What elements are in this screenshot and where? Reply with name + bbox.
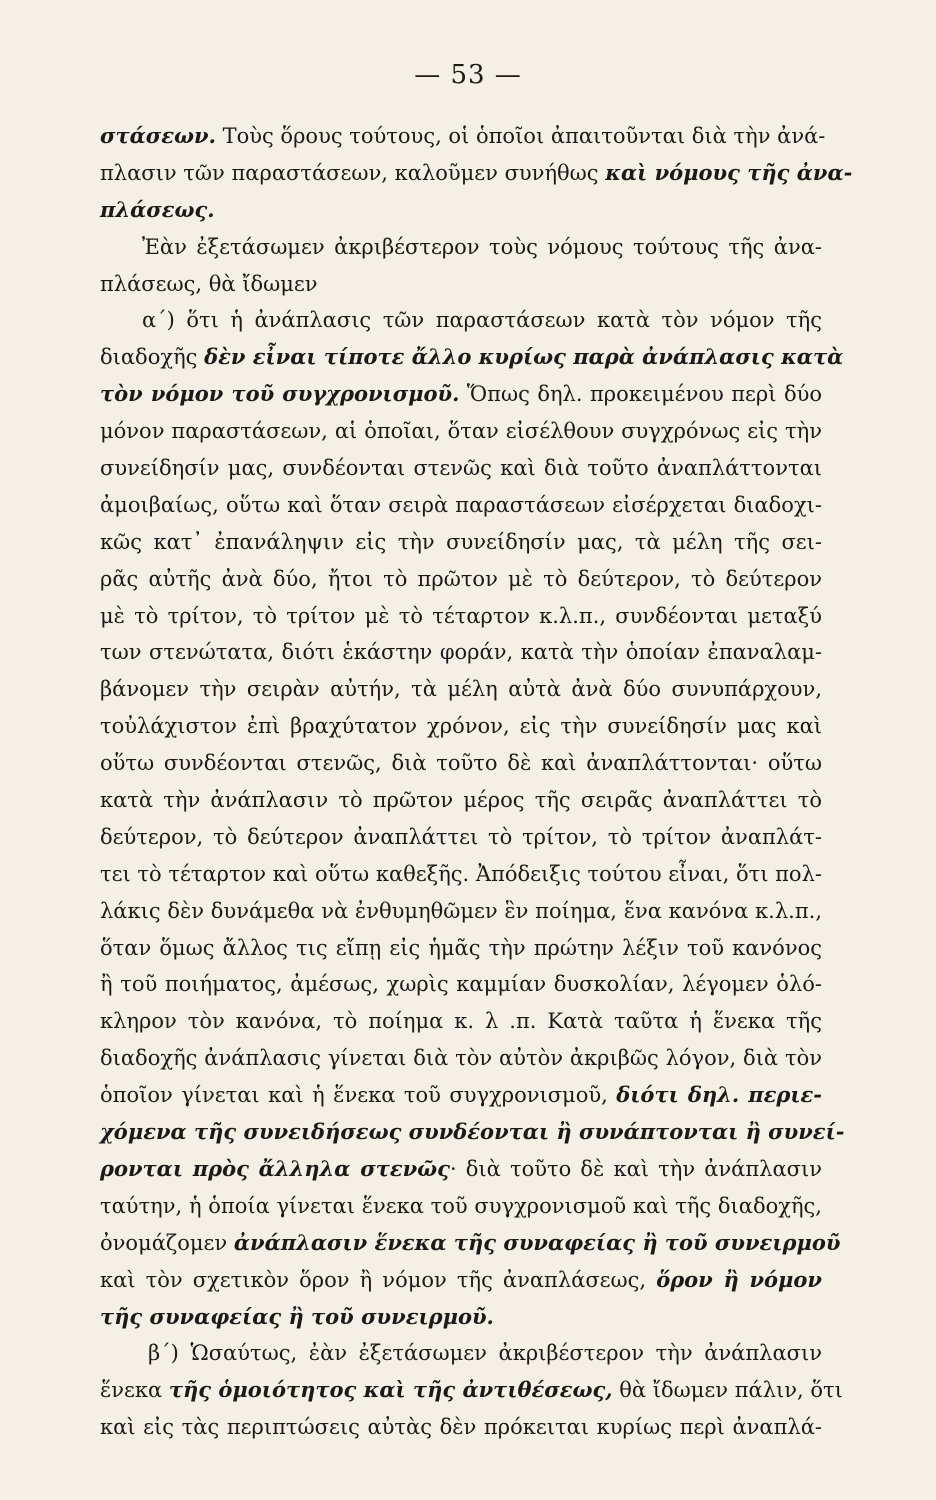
text-line bbox=[100, 1262, 822, 1299]
text-line bbox=[100, 524, 822, 561]
text-line bbox=[100, 487, 822, 524]
text-run: ρᾶς αὐτῆς ἀνὰ δύο, ἤτοι τὸ πρῶτον μὲ τὸ δεύτερον, τὸ δεύτερον bbox=[100, 566, 822, 591]
emphasized-text: τῆς ὁμοιότητος καὶ τῆς ἀντιθέσεως, bbox=[168, 1377, 613, 1403]
text-run: διαδοχῆς bbox=[100, 345, 205, 370]
text-run: καὶ τὸν σχετικὸν ὅρον ἢ νόμον τῆς ἀναπλάσεως, bbox=[100, 1267, 657, 1292]
body-text bbox=[100, 118, 853, 1446]
text-line bbox=[100, 1225, 841, 1262]
text-run: των στενώτατα, διότι ἑκάστην φοράν, κατὰ τὴν ὁποίαν ἐπαναλαμ- bbox=[100, 640, 822, 665]
text-line bbox=[100, 893, 822, 930]
text-line bbox=[100, 1077, 822, 1114]
text-run: ταύτην, ἡ ὁποία γίνεται ἕνεκα τοῦ συγχρονισμοῦ καὶ τῆς διαδοχῆς, bbox=[100, 1193, 822, 1218]
text-line bbox=[100, 561, 822, 598]
emphasized-text: ἀνάπλασιν ἕνεκα τῆς συναφείας ἢ τοῦ συνειρμοῦ bbox=[233, 1229, 841, 1255]
text-line bbox=[100, 930, 822, 967]
text-line bbox=[100, 782, 822, 819]
text-run: οὕτω συνδέονται στενῶς, διὰ τοῦτο δὲ καὶ ἀναπλάττονται· οὕτω bbox=[100, 751, 822, 776]
emphasized-text: διότι δηλ. περιε- bbox=[616, 1082, 822, 1108]
text-run: κατὰ τὴν ἀνάπλασιν τὸ πρῶτον μέρος τῆς σειρᾶς ἀναπλάττει τὸ bbox=[100, 788, 822, 813]
emphasized-text: ρονται πρὸς ἄλληλα στενῶς bbox=[100, 1155, 450, 1181]
text-run: β΄) Ὡσαύτως, ἐὰν ἐξετάσωμεν ἀκριβέστερον τὴν ἀνάπλασιν bbox=[148, 1341, 822, 1366]
text-run: δεύτερον, τὸ δεύτερον ἀναπλάττει τὸ τρίτον, τὸ τρίτον ἀναπλάτ- bbox=[100, 824, 822, 849]
emphasized-text: τῆς συναφείας ἢ τοῦ συνειρμοῦ. bbox=[100, 1303, 494, 1329]
text-run: Ὅπως δηλ. προκειμένου περὶ δύο bbox=[459, 382, 822, 407]
text-run: ὅταν ὅμως ἄλλος τις εἴπῃ εἰς ἡμᾶς τὴν πρώτην λέξιν τοῦ κανόνος bbox=[100, 935, 822, 960]
text-line bbox=[100, 376, 822, 413]
text-run: ἢ τοῦ ποιήματος, ἀμέσως, χωρὶς καμμίαν δυσκολίαν, λέγομεν ὁλό- bbox=[100, 972, 822, 997]
text-line bbox=[100, 192, 822, 229]
text-run: λάκις δὲν δυνάμεθα νὰ ἐνθυμηθῶμεν ἓν ποίημα, ἕνα κανόνα κ.λ.π., bbox=[100, 898, 822, 923]
text-line bbox=[100, 1114, 845, 1151]
emphasized-text: πλάσεως. bbox=[100, 196, 215, 222]
text-run: Ἐὰν ἐξετάσωμεν ἀκριβέστερον τοὺς νόμους τούτους τῆς ἀνα- bbox=[142, 234, 822, 259]
emphasized-text: καὶ νόμους τῆς ἀνα- bbox=[605, 159, 853, 185]
page-number: — 53 — bbox=[414, 60, 522, 90]
text-run: μόνον παραστάσεων, αἱ ὁποῖαι, ὅταν εἰσέλθουν συγχρόνως εἰς τὴν bbox=[100, 419, 822, 444]
text-line bbox=[100, 1409, 822, 1446]
text-line bbox=[100, 1335, 822, 1372]
text-line bbox=[100, 413, 822, 450]
text-run: καὶ εἰς τὰς περιπτώσεις αὐτὰς δὲν πρόκειται κυρίως περὶ ἀναπλά- bbox=[100, 1415, 822, 1440]
text-run: Τοὺς ὅρους τούτους, οἱ ὁποῖοι ἀπαιτοῦνται διὰ τὴν ἀνά- bbox=[215, 124, 826, 148]
text-line bbox=[100, 671, 822, 708]
text-run: ὀνομάζομεν bbox=[100, 1230, 234, 1255]
text-line bbox=[100, 229, 822, 266]
emphasized-text: στάσεων. bbox=[100, 123, 216, 148]
text-line bbox=[100, 339, 844, 376]
text-run: ἕνεκα bbox=[100, 1378, 169, 1403]
text-line bbox=[100, 634, 822, 671]
text-run: · διὰ τοῦτο δὲ καὶ τὴν ἀνάπλασιν bbox=[449, 1156, 822, 1181]
text-run: πλασιν τῶν παραστάσεων, καλοῦμεν συνήθως bbox=[100, 160, 606, 185]
emphasized-text: τὸν νόμον τοῦ συγχρονισμοῦ. bbox=[100, 381, 460, 407]
text-run: κληρον τὸν κανόνα, τὸ ποίημα κ. λ .π. Κατὰ ταῦτα ἡ ἕνεκα τῆς bbox=[100, 1009, 822, 1034]
text-run: πλάσεως, θὰ ἴδωμεν bbox=[100, 271, 318, 296]
text-run: θὰ ἴδωμεν πάλιν, ὅτι bbox=[612, 1378, 843, 1403]
text-line bbox=[100, 266, 822, 303]
text-line bbox=[100, 598, 822, 635]
text-line bbox=[100, 450, 822, 487]
text-line bbox=[100, 1299, 822, 1336]
text-line bbox=[100, 966, 822, 1003]
text-run: τοὐλάχιστον ἐπὶ βραχύτατον χρόνον, εἰς τὴν συνείδησίν μας καὶ bbox=[100, 714, 822, 739]
text-line bbox=[100, 856, 822, 893]
text-line bbox=[100, 708, 822, 745]
emphasized-text: δὲν εἶναι τίποτε ἄλλο κυρίως παρὰ ἀνάπλασις κατὰ bbox=[204, 344, 844, 370]
emphasized-text: χόμενα τῆς συνειδήσεως συνδέονται ἢ συνάπτονται ἢ συνεί- bbox=[100, 1119, 845, 1145]
text-line bbox=[100, 1151, 822, 1188]
text-line bbox=[100, 302, 822, 339]
emphasized-text: ὅρον ἢ νόμον bbox=[656, 1266, 822, 1292]
text-run: συνείδησίν μας, συνδέονται στενῶς καὶ διὰ τοῦτο ἀναπλάττονται bbox=[100, 456, 822, 481]
text-run: ὁποῖον γίνεται καὶ ἡ ἕνεκα τοῦ συγχρονισμοῦ, bbox=[100, 1083, 617, 1108]
text-run: μὲ τὸ τρίτον, τὸ τρίτον μὲ τὸ τέταρτον κ.λ.π., συνδέονται μεταξύ bbox=[100, 603, 822, 628]
text-line bbox=[100, 1372, 843, 1409]
text-line bbox=[100, 819, 822, 856]
text-line bbox=[100, 1188, 822, 1225]
text-run: τει τὸ τέταρτον καὶ οὕτω καθεξῆς. Ἀπόδειξις τούτου εἶναι, ὅτι πολ- bbox=[100, 861, 822, 886]
text-run: ἀμοιβαίως, οὕτω καὶ ὅταν σειρὰ παραστάσεων εἰσέρχεται διαδοχι- bbox=[100, 492, 822, 517]
text-line bbox=[100, 745, 822, 782]
text-line bbox=[100, 1040, 822, 1077]
text-line bbox=[100, 1003, 822, 1040]
text-run: α΄) ὅτι ἡ ἀνάπλασις τῶν παραστάσεων κατὰ τὸν νόμον τῆς bbox=[142, 308, 822, 333]
text-run: κῶς κατ᾽ ἐπανάληψιν εἰς τὴν συνείδησίν μας, τὰ μέλη τῆς σει- bbox=[100, 529, 822, 554]
text-run: διαδοχῆς ἀνάπλασις γίνεται διὰ τὸν αὐτὸν ἀκριβῶς λόγον, διὰ τὸν bbox=[100, 1046, 822, 1071]
text-run: βάνομεν τὴν σειρὰν αὐτήν, τὰ μέλη αὐτὰ ἀνὰ δύο συνυπάρχουν, bbox=[100, 677, 822, 702]
text-line bbox=[100, 155, 853, 192]
text-line bbox=[100, 118, 826, 155]
